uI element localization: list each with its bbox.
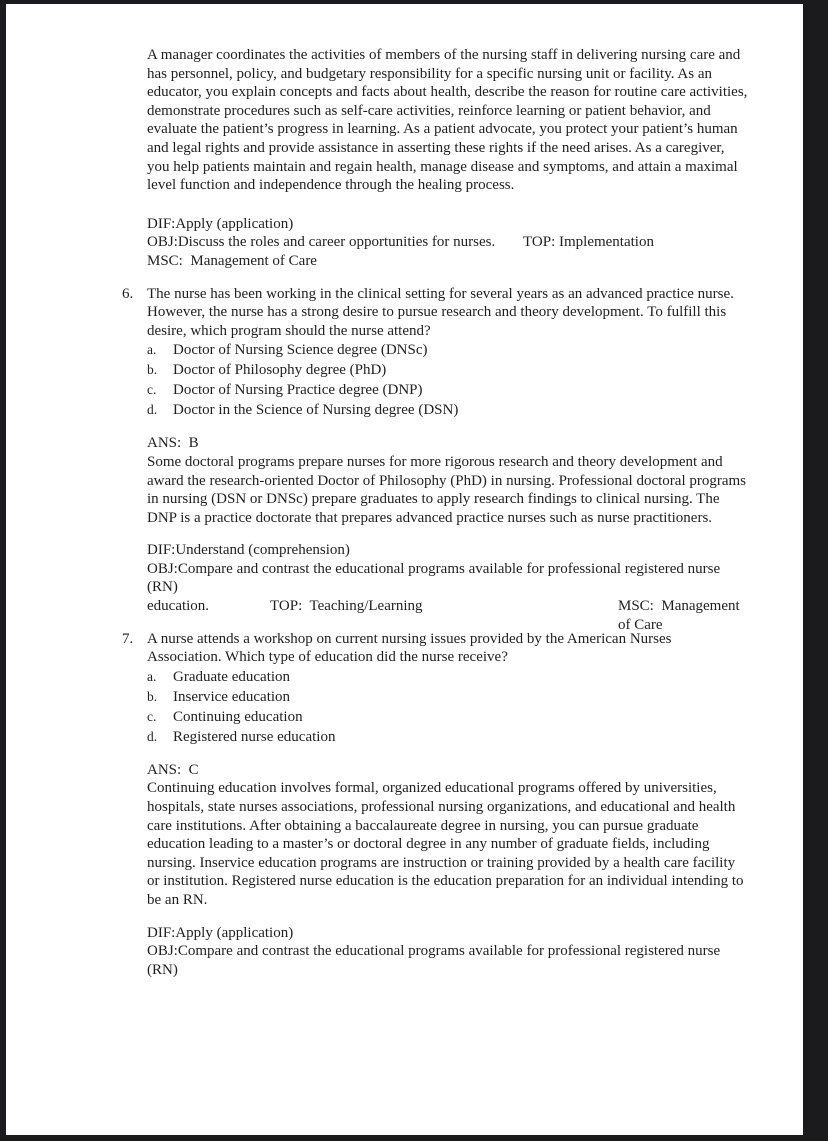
option-row <box>147 400 748 420</box>
option-text: Doctor of Philosophy degree (PhD) <box>173 362 387 379</box>
obj-line: OBJ:Compare and contrast the educational programs available for professional registered nurse (RN) <box>147 943 724 978</box>
answer-options <box>147 340 748 420</box>
meta-block-1 <box>147 215 748 271</box>
dif-line: DIF:Apply (application) <box>147 215 294 232</box>
dif-line: DIF:Understand (comprehension) <box>147 542 350 559</box>
option-text: Doctor in the Science of Nursing degree (DSN) <box>173 402 459 419</box>
option-row <box>147 707 748 727</box>
option-letter: a. <box>147 668 157 684</box>
obj-line: OBJ:Discuss the roles and career opportunities for nurses. TOP: Implementation <box>147 234 654 251</box>
answer-line: ANS: B <box>147 435 199 452</box>
meta-block-3 <box>147 924 748 980</box>
msc-line: MSC: Management of Care <box>147 252 317 269</box>
answer-options <box>147 667 748 747</box>
option-letter: d. <box>147 728 158 744</box>
obj-line: OBJ:Compare and contrast the educational programs available for professional registered nurse (RN) <box>147 560 724 596</box>
option-row <box>147 380 748 400</box>
option-letter: d. <box>147 402 158 418</box>
option-row <box>147 687 748 707</box>
option-text: Doctor of Nursing Practice degree (DNP) <box>173 382 423 399</box>
option-letter: b. <box>147 362 158 378</box>
option-row <box>147 360 748 380</box>
question-6 <box>122 285 761 633</box>
meta-block-2 <box>147 541 748 633</box>
option-text: Continuing education <box>173 708 303 725</box>
option-row <box>147 727 748 747</box>
answer-line: ANS: C <box>147 761 199 778</box>
top-label: TOP: Implementation <box>523 234 654 251</box>
obj-top-msc-line: education. TOP: Teaching/Learning MSC: Management of Care <box>147 597 748 616</box>
option-row <box>147 340 748 360</box>
option-row <box>147 667 748 687</box>
page-content <box>6 4 761 979</box>
option-letter: a. <box>147 342 157 358</box>
rationale-paragraph: Continuing education involves formal, organized educational programs offered by universities, hospitals, state nurses associations, professional nursing organizations, and educational and health care institutions. After obtaining a baccalaureate degree in nursing, you can pursue graduate education leading to a master’s or doctoral degree in any number of graduate fields, including nursing. Inservice education programs are instruction or training provided by a health care facility or institution. Registered nurse education is the education preparation for an individual intending to be an RN. <box>147 780 744 908</box>
option-text: Registered nurse education <box>173 728 336 745</box>
option-text: Inservice education <box>173 688 291 705</box>
rationale-paragraph: Some doctoral programs prepare nurses for more rigorous research and theory development and award the research-oriented Doctor of Philosophy (PhD) in nursing. Professional doctoral programs in nursing (DSN or DNSc) prepare graduates to apply research findings to clinical nursing. The DNP is a practice doctorate that prepares advanced practice nurses such as nurse practitioners. <box>147 453 747 526</box>
question-number: 7. <box>122 630 134 647</box>
dif-line: DIF:Apply (application) <box>147 924 294 941</box>
msc-label: MSC: Management of Care <box>618 598 744 633</box>
option-letter: c. <box>147 382 157 398</box>
question-text: The nurse has been working in the clinical setting for several years as an advanced practice nurse. However, the nurse has a strong desire to pursue research and theory development. To fulfill this desire, which program should the nurse attend? <box>147 285 734 339</box>
option-letter: c. <box>147 708 157 724</box>
question-number: 6. <box>122 285 134 302</box>
top-label: TOP: Teaching/Learning <box>270 598 423 615</box>
option-text: Doctor of Nursing Science degree (DNSc) <box>173 342 428 359</box>
document-page <box>6 4 803 1135</box>
question-text: A nurse attends a workshop on current nursing issues provided by the American Nurses Association. Which type of education did the nurse receive? <box>147 630 672 666</box>
option-text: Graduate education <box>173 668 291 685</box>
option-letter: b. <box>147 688 158 704</box>
question-7 <box>122 630 761 980</box>
intro-paragraph: A manager coordinates the activities of members of the nursing staff in delivering nursing care and has personnel, policy, and budgetary responsibility for a specific nursing unit or facility. As an educator, you explain concepts and facts about health, describe the reason for routine care activities, demonstrate procedures such as self-care activities, reinforce learning or patient behavior, and evaluate the patient’s progress in learning. As a patient advocate, you protect your patient’s human and legal rights and provide assistance in asserting these rights if the need arises. As a caregiver, you help patients maintain and regain health, manage disease and symptoms, and attain a maximal level function and independence through the healing process. <box>147 47 748 194</box>
